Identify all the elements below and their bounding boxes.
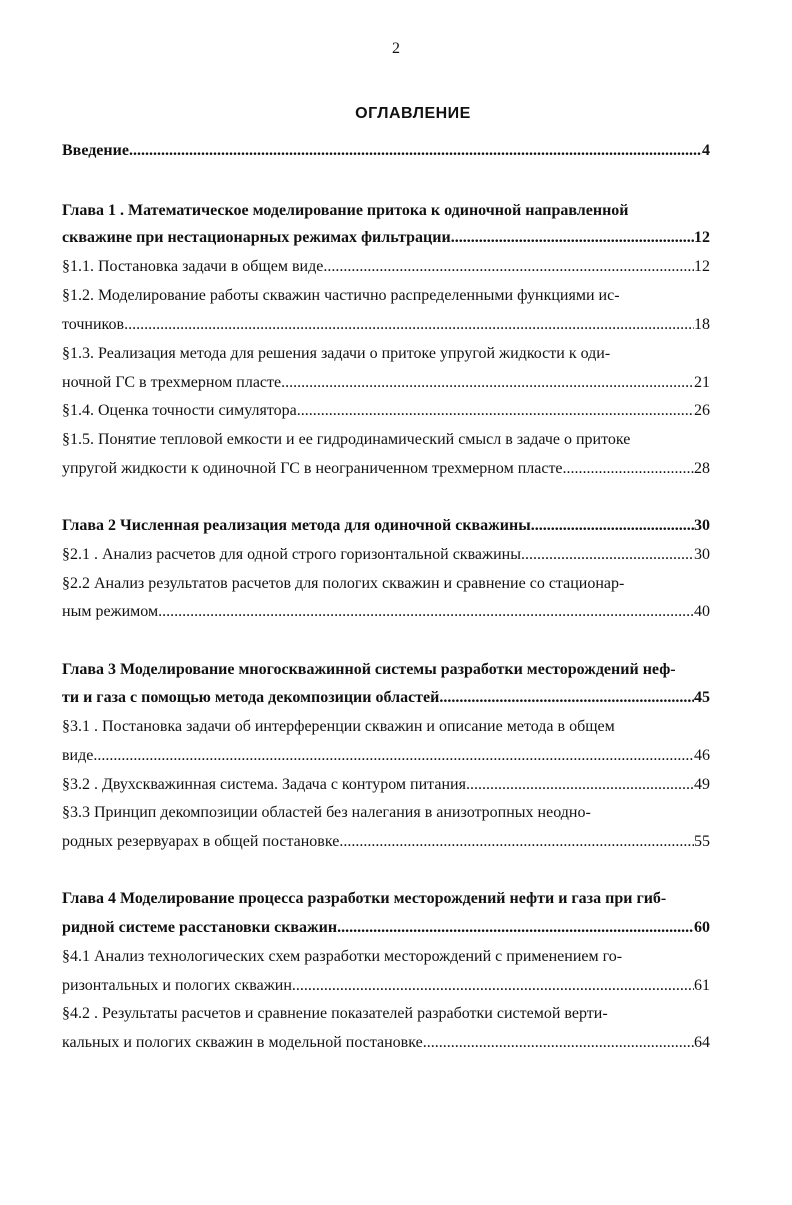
toc-entry-text: Глава 3 Моделирование многоскважинной системы разработки месторождений неф- [62, 661, 676, 678]
toc-entry-chapter-1-line-2[interactable] [62, 227, 710, 249]
toc-leader-dots [162, 601, 694, 623]
toc-entry-text: §3.1 . Постановка задачи об интерференции скважин и описание метода в общем [62, 718, 615, 735]
toc-entry-text: кальных и пологих скважин в модельной постановке [62, 1034, 423, 1051]
toc-entry-section-3-2[interactable] [62, 774, 710, 796]
toc-entry-section-1-2-line-1[interactable] [62, 285, 710, 307]
toc-entry-text: виде [62, 747, 94, 764]
toc-entry-text: §1.1. Постановка задачи в общем виде [62, 258, 324, 275]
toc-entry-text: ти и газа с помощью метода декомпозиции областей [62, 689, 440, 706]
toc-entry-text: §1.4. Оценка точности симулятора [62, 402, 297, 419]
toc-entry-section-4-1-line-2[interactable] [62, 975, 710, 997]
toc-leader-dots [339, 831, 694, 853]
toc-entry-section-1-4[interactable] [62, 400, 710, 422]
toc-entry-page: 4 [702, 142, 710, 159]
toc-entry-text: §4.1 Анализ технологических схем разработки месторождений с применением го- [62, 948, 623, 965]
toc-leader-dots [531, 515, 694, 537]
toc-entry-section-4-2-line-2[interactable] [62, 1032, 710, 1054]
toc-entry-section-3-3-line-1[interactable] [62, 802, 710, 824]
toc-entry-section-3-1-line-2[interactable] [62, 745, 710, 767]
toc-entry-text: §2.2 Анализ результатов расчетов для пологих скважин и сравнение со стационар- [62, 575, 625, 592]
toc-entry-page: 60 [694, 919, 710, 936]
toc-entry-text: Глава 4 Моделирование процесса разработки месторождений нефти и газа при гиб- [62, 890, 667, 907]
toc-entry-page: 49 [694, 776, 710, 793]
toc-leader-dots [296, 975, 694, 997]
toc-entry-section-2-2-line-2[interactable] [62, 601, 710, 623]
toc-entry-page: 30 [694, 517, 710, 534]
toc-leader-dots [466, 774, 694, 796]
toc-entry-text: ридной системе расстановки скважин [62, 919, 338, 936]
toc-entry-text: §3.2 . Двухскважинная система. Задача с контуром питания [62, 776, 466, 793]
toc-entry-page: 46 [694, 747, 710, 764]
page-number: 2 [392, 40, 400, 57]
toc-entry-text: точников [62, 316, 125, 333]
toc-entry-section-3-1-line-1[interactable] [62, 716, 710, 738]
toc-entry-page: 18 [694, 316, 710, 333]
toc-leader-dots [124, 314, 694, 336]
toc-entry-page: 12 [694, 229, 710, 246]
toc-entry-chapter-4-line-1[interactable] [62, 888, 710, 910]
toc-entry-page: 21 [694, 374, 710, 391]
toc-entry-text: Введение [62, 142, 129, 159]
toc-leader-dots [93, 745, 694, 767]
toc-leader-dots [281, 372, 694, 394]
toc-entry-section-4-2-line-1[interactable] [62, 1003, 710, 1025]
toc-entry-section-1-5-line-1[interactable] [62, 429, 710, 451]
toc-entry-chapter-1-line-1[interactable] [62, 200, 710, 222]
toc-entry-page: 64 [694, 1034, 710, 1051]
toc-entry-text: §3.3 Принцип декомпозиции областей без налегания в анизотропных неодно- [62, 804, 591, 821]
toc-entry-section-1-1[interactable] [62, 256, 710, 278]
toc-entry-chapter-3-line-1[interactable] [62, 659, 710, 681]
toc-entry-chapter-4-line-2[interactable] [62, 917, 710, 939]
toc-entry-text: ночной ГС в трехмерном пласте [62, 374, 282, 391]
toc-entry-text: Глава 1 . Математическое моделирование притока к одиночной направленной [62, 202, 629, 219]
toc-entry-page: 45 [694, 689, 710, 706]
toc-entry-section-3-3-line-2[interactable] [62, 831, 710, 853]
toc-entry-page: 26 [694, 402, 710, 419]
toc-entry-section-4-1-line-1[interactable] [62, 946, 710, 968]
toc-entry-page: 40 [694, 603, 710, 620]
toc-entry-text: Глава 2 Численная реализация метода для одиночной скважины [62, 517, 531, 534]
toc-entry-section-2-2-line-1[interactable] [62, 573, 710, 595]
toc-entry-page: 55 [694, 833, 710, 850]
toc-leader-dots [439, 687, 694, 709]
toc-leader-dots [323, 256, 694, 278]
toc-leader-dots [525, 544, 694, 566]
toc-entry-text: ным режимом. [62, 603, 163, 620]
toc-leader-dots [423, 1032, 694, 1054]
toc-entry-text: родных резервуарах в общей постановке [62, 833, 340, 850]
toc-entry-section-1-3-line-1[interactable] [62, 343, 710, 365]
toc-entry-section-2-1[interactable] [62, 544, 710, 566]
toc-entry-text: §4.2 . Результаты расчетов и сравнение показателей разработки системой верти- [62, 1005, 608, 1022]
toc-entry-section-1-2-line-2[interactable] [62, 314, 710, 336]
toc-title: ОГЛАВЛЕНИЕ [355, 105, 471, 122]
toc-entry-text: ризонтальных и пологих скважин. [62, 977, 296, 994]
toc-entry-text: §1.2. Моделирование работы скважин частично распределенными функциями ис- [62, 287, 620, 304]
toc-entry-text: скважине при нестационарных режимах фильтрации [62, 229, 451, 246]
toc-entry-page: 61 [694, 977, 710, 994]
toc-leader-dots [337, 917, 694, 939]
toc-entry-text: §1.5. Понятие тепловой емкости и ее гидродинамический смысл в задаче о притоке [62, 431, 631, 448]
toc-entry-page: 12 [694, 258, 710, 275]
toc-leader-dots [451, 227, 694, 249]
toc-entry-text: §2.1 . Анализ расчетов для одной строго горизонтальной скважины. [62, 546, 525, 563]
toc-entry-section-1-3-line-2[interactable] [62, 372, 710, 394]
toc-entry-page: 30 [694, 546, 710, 563]
toc-entry-text: упругой жидкости к одиночной ГС в неограниченном трехмерном пласте [62, 460, 563, 477]
toc-leader-dots [563, 458, 694, 480]
toc-entry-introduction[interactable] [62, 140, 710, 162]
toc-leader-dots [297, 400, 694, 422]
toc-entry-chapter-2[interactable] [62, 515, 710, 537]
toc-entry-section-1-5-line-2[interactable] [62, 458, 710, 480]
toc-entry-chapter-3-line-2[interactable] [62, 687, 710, 709]
toc-leader-dots [129, 140, 702, 162]
toc-entry-text: §1.3. Реализация метода для решения задачи о притоке упругой жидкости к оди- [62, 345, 611, 362]
toc-entry-page: 28 [694, 460, 710, 477]
